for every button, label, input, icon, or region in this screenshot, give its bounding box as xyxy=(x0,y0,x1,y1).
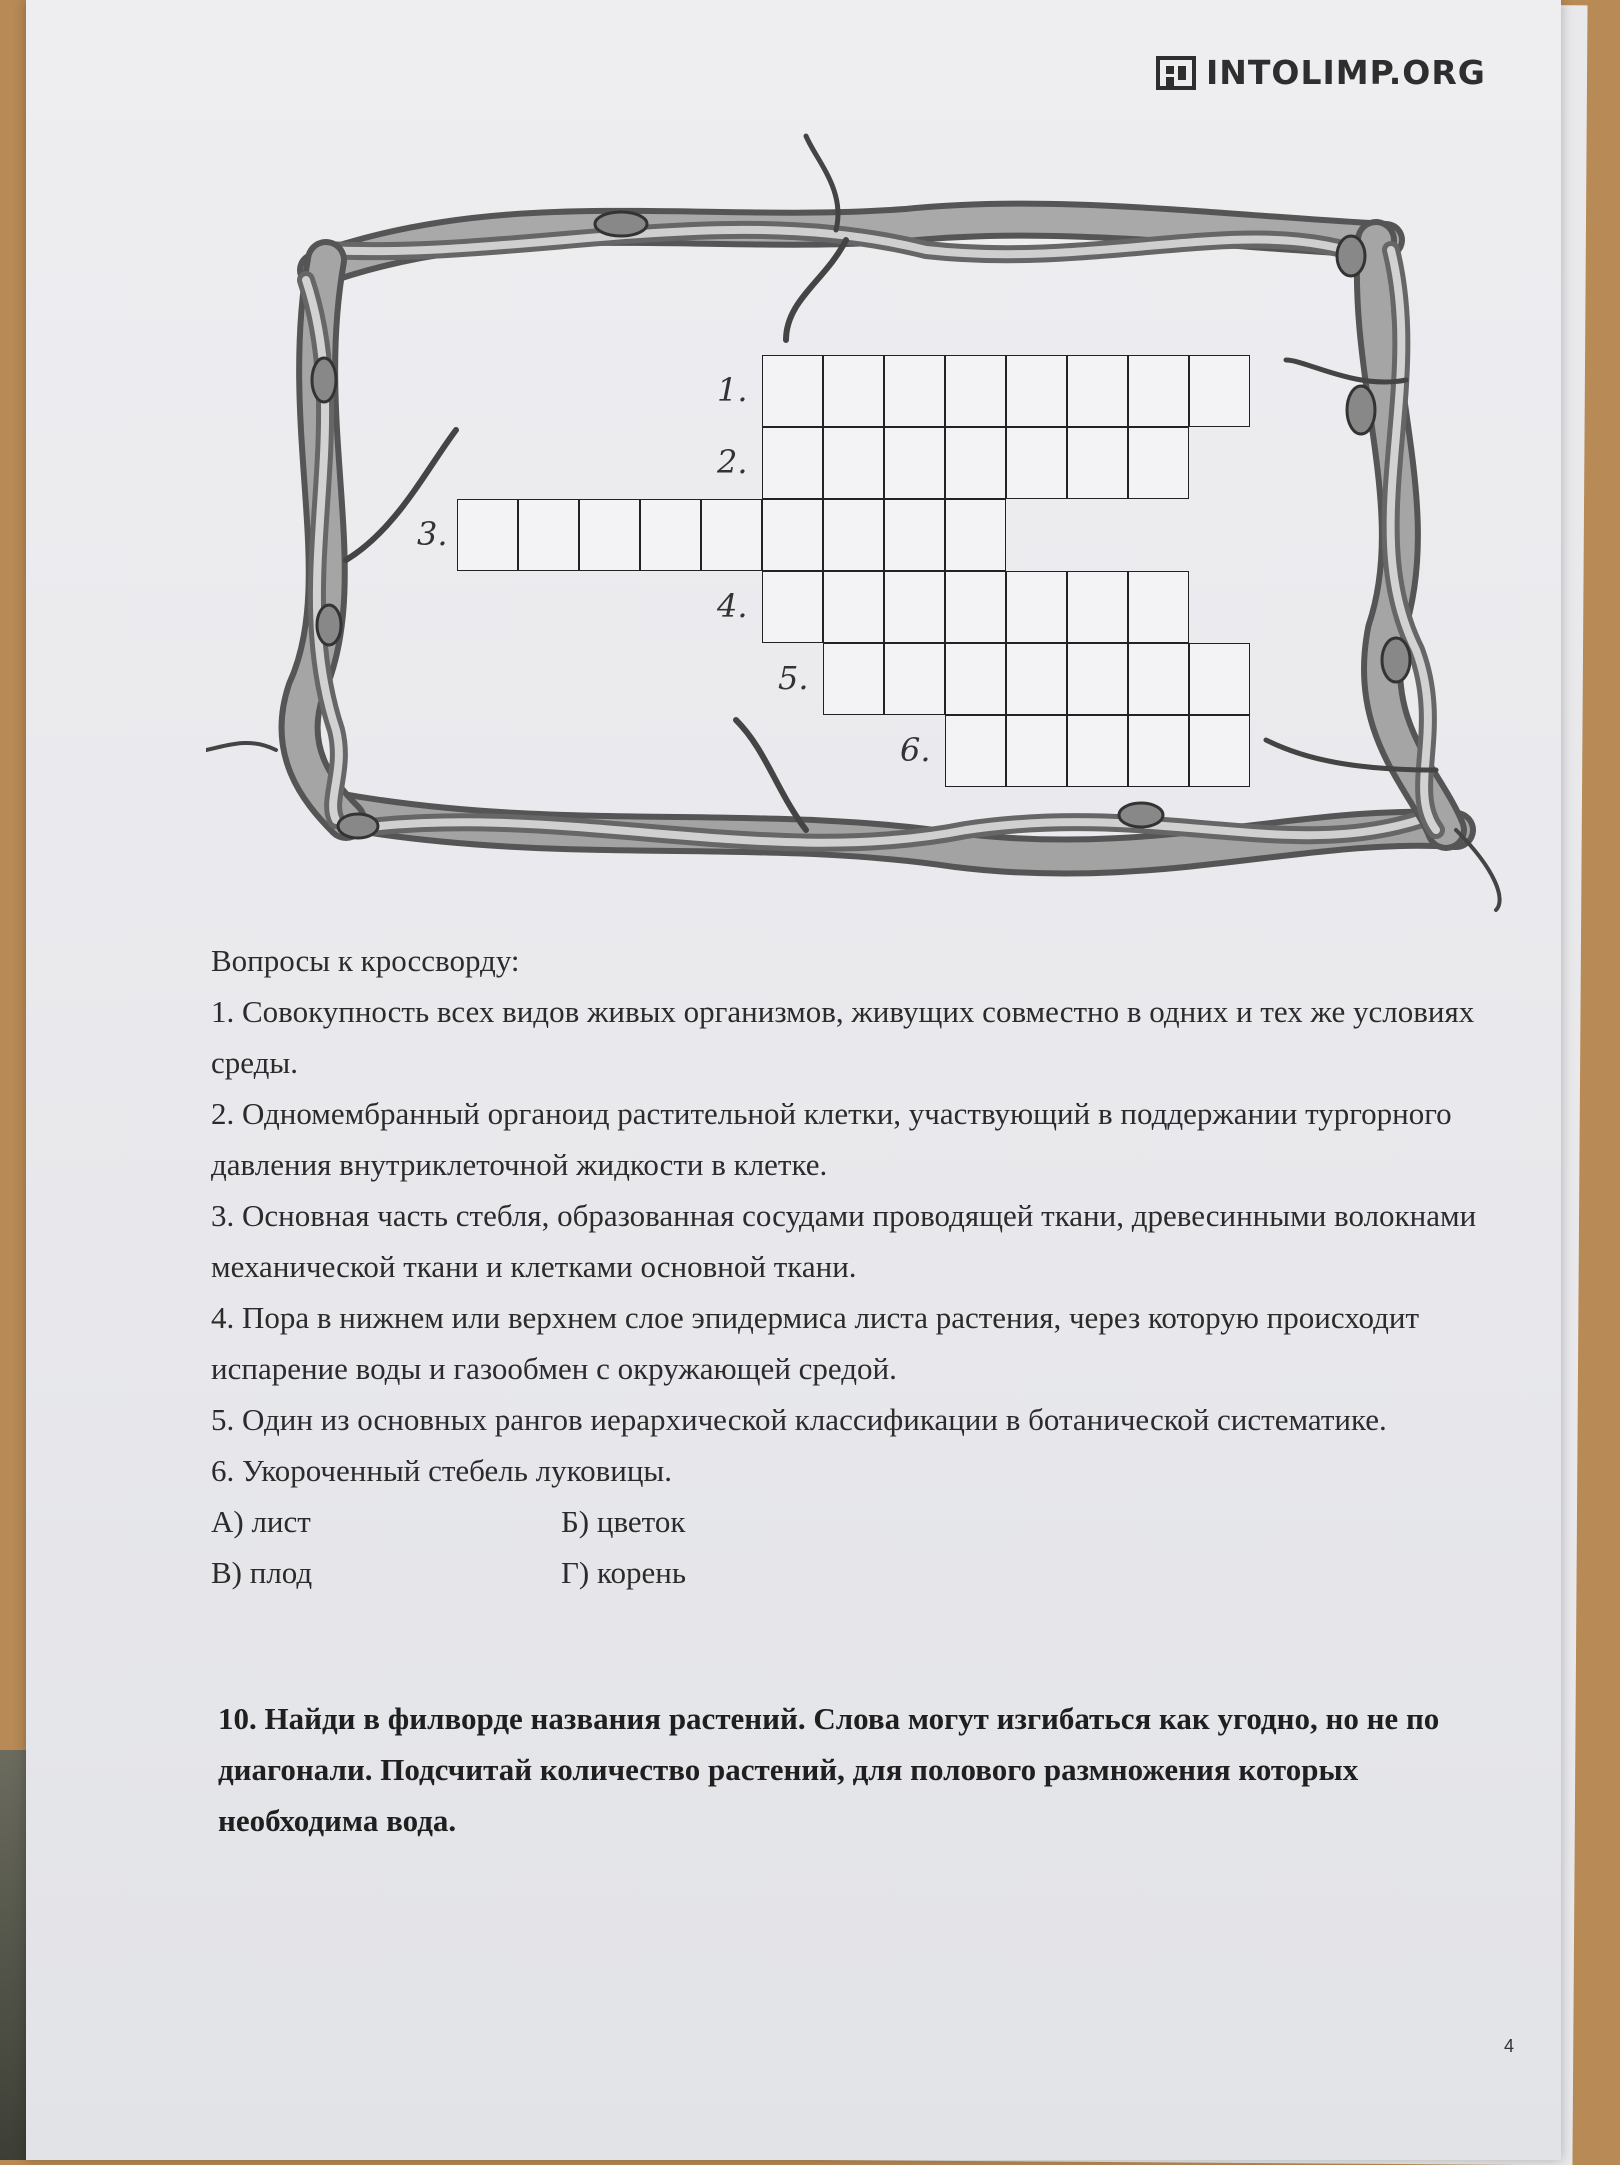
clue-number: 6. xyxy=(900,731,931,769)
crossword-cell xyxy=(1067,427,1128,499)
logo-text: INTOLIMP.ORG xyxy=(1206,52,1486,92)
crossword-cell xyxy=(1189,643,1250,715)
crossword-questions xyxy=(211,935,1521,1598)
crossword-cell xyxy=(1067,571,1128,643)
crossword-cell xyxy=(1006,355,1067,427)
crossword-cell xyxy=(945,571,1006,643)
crossword-cell xyxy=(1128,427,1189,499)
crossword-cell xyxy=(884,499,945,571)
crossword-cell xyxy=(945,643,1006,715)
building-icon xyxy=(1156,52,1196,92)
crossword-cell xyxy=(884,355,945,427)
worksheet-page xyxy=(26,0,1561,2160)
clue-number: 1. xyxy=(717,371,748,409)
crossword-cell xyxy=(1067,355,1128,427)
crossword-cell xyxy=(762,427,823,499)
question-2: 2. Одномембранный органоид растительной клетки, участвующий в поддержании тургорного давления внутриклеточной жидкости в клетке. xyxy=(211,1096,1452,1182)
crossword-cell xyxy=(823,427,884,499)
crossword-cell xyxy=(762,499,823,571)
crossword-cell xyxy=(1006,643,1067,715)
crossword-cell xyxy=(945,355,1006,427)
crossword-cell xyxy=(823,355,884,427)
question-6: 6. Укороченный стебель луковицы. xyxy=(211,1453,673,1488)
answer-option-d: Г) корень xyxy=(561,1555,686,1590)
questions-heading: Вопросы к кроссворду: xyxy=(211,943,520,978)
answer-option-b: Б) цветок xyxy=(561,1504,686,1539)
answer-option-a: А) лист xyxy=(211,1504,311,1539)
crossword-cell xyxy=(1189,715,1250,787)
question-4: 4. Пора в нижнем или верхнем слое эпидермиса листа растения, через которую происходит испарение воды и газообмен с окружающей средой. xyxy=(211,1300,1420,1386)
crossword-cell xyxy=(884,643,945,715)
crossword-cell xyxy=(1006,571,1067,643)
crossword-cell xyxy=(823,643,884,715)
question-5: 5. Один из основных рангов иерархической классификации в ботанической систематике. xyxy=(211,1402,1387,1437)
crossword-cell xyxy=(1128,355,1189,427)
crossword-cell xyxy=(884,427,945,499)
crossword-cell xyxy=(579,499,640,571)
question-3: 3. Основная часть стебля, образованная сосудами проводящей ткани, древесинными волокнами механической ткани и клетками основной ткани. xyxy=(211,1198,1477,1284)
crossword-cell xyxy=(640,499,701,571)
answer-options xyxy=(211,1496,911,1598)
clue-number: 3. xyxy=(417,515,448,553)
crossword-cell xyxy=(1189,355,1250,427)
crossword-cell xyxy=(823,499,884,571)
clue-number: 4. xyxy=(717,587,748,625)
crossword-cell xyxy=(457,499,518,571)
page-number: 4 xyxy=(1504,2036,1515,2056)
clue-number: 2. xyxy=(717,443,748,481)
crossword-cell xyxy=(762,571,823,643)
clue-number: 5. xyxy=(778,659,809,697)
answer-option-c: В) плод xyxy=(211,1555,313,1590)
crossword-cell xyxy=(1128,571,1189,643)
task-10: 10. Найди в филворде названия растений. Слова могут изгибаться как угодно, но не по диагонали. Подсчитай количество растений, для полового размножения которых необходима вода. xyxy=(218,1701,1440,1838)
crossword-cell xyxy=(945,715,1006,787)
crossword-cell xyxy=(1067,715,1128,787)
crossword-cell xyxy=(945,499,1006,571)
crossword-cell xyxy=(1006,715,1067,787)
crossword-cell xyxy=(823,571,884,643)
crossword-cell xyxy=(1128,643,1189,715)
crossword-cell xyxy=(1006,427,1067,499)
crossword-cell xyxy=(518,499,579,571)
crossword-cell xyxy=(945,427,1006,499)
logo xyxy=(1156,52,1486,92)
crossword-cell xyxy=(884,571,945,643)
crossword-cell xyxy=(762,355,823,427)
crossword-cell xyxy=(701,499,762,571)
crossword-cell xyxy=(1067,643,1128,715)
crossword-cell xyxy=(1128,715,1189,787)
question-1: 1. Совокупность всех видов живых организмов, живущих совместно в одних и тех же условиях среды. xyxy=(211,994,1475,1080)
